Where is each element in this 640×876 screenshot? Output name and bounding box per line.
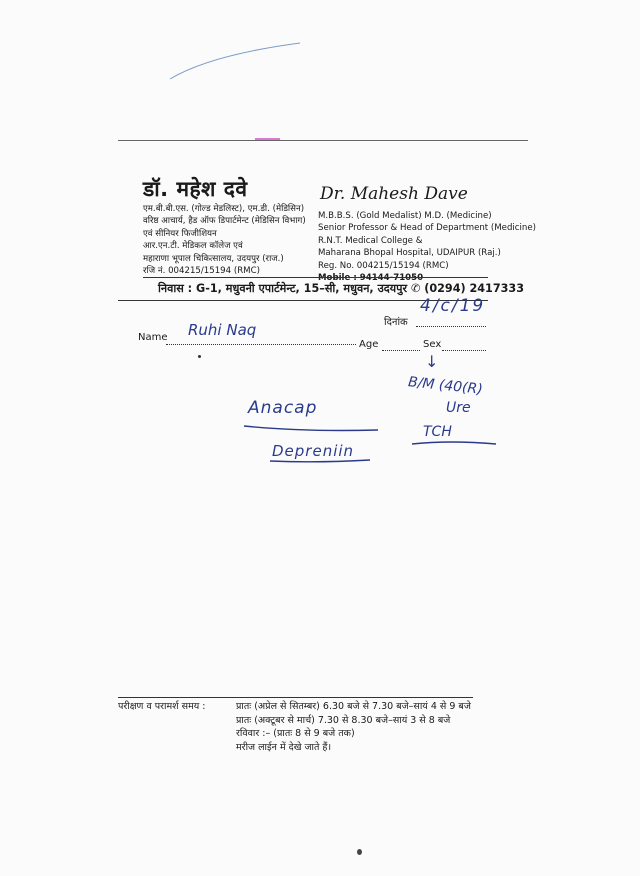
sex-line — [442, 350, 486, 351]
footer-divider — [118, 697, 473, 698]
english-line: Senior Professor & Head of Department (Medicine) — [318, 223, 537, 234]
english-line: R.N.T. Medical College & — [318, 235, 423, 246]
stray-pen-mark — [150, 35, 310, 85]
stray-ink-blot — [357, 849, 362, 855]
hindi-line: एवं सीनियर फिजीशियन — [143, 228, 217, 239]
timing-line: रविवार :– (प्रातः 8 से 9 बजे तक) — [236, 728, 355, 740]
rx-underline-right — [410, 436, 500, 448]
hindi-line: रजि नं. 004215/15194 (RMC) — [143, 266, 260, 277]
timing-line: मरीज लाईन में देखे जाते हैं। — [236, 741, 332, 753]
stray-dot — [198, 355, 201, 358]
hindi-line: महाराणा भूपाल चिकित्सालय, उदयपुर (राज.) — [143, 253, 284, 264]
name-label: Name — [138, 332, 168, 343]
english-line: Maharana Bhopal Hospital, UDAIPUR (Raj.) — [318, 248, 501, 259]
consultation-time-label: परीक्षण व परामर्श समय : — [118, 701, 206, 712]
header-divider — [143, 277, 488, 278]
date-label: दिनांक — [384, 317, 408, 328]
hindi-line: आर.एन.टी. मेडिकल कॉलेज एवं — [143, 241, 243, 252]
age-label: Age — [359, 339, 379, 350]
date-line — [416, 326, 486, 327]
hindi-line: वरिष्ठ आचार्य, हैड ऑफ डिपार्टमेन्ट (मेडिसिन विभाग) — [143, 216, 306, 227]
rx-note-right: Ure — [446, 400, 471, 416]
rx-drug-2: Depreniin — [272, 442, 355, 460]
date-handwritten: 4/c/19 — [420, 296, 486, 316]
residence-address: निवास : G-1, मधुवनी एपार्टमेन्ट, 15–सी, मधुवन, उदयपुर ✆ (0294) 2417333 — [158, 282, 524, 295]
consultation-times — [236, 700, 471, 754]
sex-label: Sex — [423, 339, 442, 350]
rx-arrow: ↓ — [425, 352, 439, 371]
hindi-credentials — [143, 203, 306, 277]
top-edge-mark — [255, 138, 280, 140]
mobile-number: Mobile : 94144-71050 — [318, 273, 424, 284]
timing-line: प्रातः (अप्रेल से सितम्बर) 6.30 बजे से 7.30 बजे–सायं 4 से 9 बजे — [236, 701, 471, 712]
top-edge-line — [118, 140, 528, 141]
rx-drug-1: Anacap — [248, 398, 318, 418]
patient-name-handwritten: Ruhi Naq — [188, 321, 257, 339]
english-credentials — [318, 210, 536, 284]
name-line — [166, 344, 356, 345]
age-line — [382, 350, 420, 351]
rx-underline-1 — [242, 420, 382, 436]
english-line: M.B.B.S. (Gold Medalist) M.D. (Medicine) — [318, 211, 492, 221]
doctor-name-english: Dr. Mahesh Dave — [320, 184, 468, 204]
english-line: Reg. No. 004215/15194 (RMC) — [318, 260, 449, 271]
hindi-line: एम.बी.बी.एस. (गोल्ड मेडलिस्ट), एम.डी. (मेडिसिन) — [143, 204, 305, 214]
timing-line: प्रातः (अक्टूबर से मार्च) 7.30 से 8.30 बजे–सायं 3 से 8 बजे — [236, 714, 451, 726]
doctor-name-hindi: डॉ. महेश दवे — [143, 177, 248, 201]
rx-note-right: TCH — [423, 424, 452, 440]
rx-note-right: B/M (40(R) — [407, 374, 484, 398]
rx-underline-2 — [268, 454, 374, 466]
